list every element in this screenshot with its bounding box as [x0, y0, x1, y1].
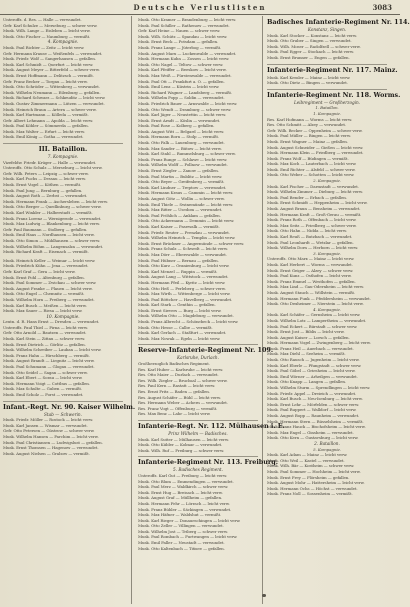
casualty-entry: Musk. Otto Zeller — Villingen — verwundet. — [138, 523, 224, 529]
casualty-entry: Musk. Paul Böttcher — Havelberg — verwundet. — [138, 296, 233, 302]
list-block — [267, 75, 387, 86]
casualty-entry: Musk. Hermann Voigt — Cottbus — gefallen. — [3, 380, 90, 386]
casualty-entry: Musk. Otto Blum — Emmendingen — verwundet. — [138, 478, 234, 484]
casualty-entry: Musk. Hermann Frank — Aschersleben — leicht verw. — [3, 198, 108, 204]
casualty-entry: Musk. Paul Sommer — Zwickau — schwer verw. — [3, 280, 97, 286]
casualty-entry: Musk. Otto Kurz — Oranienburg — leicht verw. — [138, 263, 230, 269]
casualty-entry: Musk. Wilhelm Sturm — Sprendlingen — leicht verw. — [267, 385, 371, 391]
casualty-entry: Musk. Otto Simon — Mühlhausen — schwer verw. — [3, 237, 101, 243]
casualty-entry: Musk. Max Walter — Erfurt — leicht verw. — [3, 128, 85, 134]
casualty-entry: Musk. Wilhelm Popp — Soldin — verwundet. — [138, 95, 225, 101]
casualty-entry: Musk. Karl Stahl — Rummelsburg — schwer verw. — [138, 151, 236, 157]
casualty-entry: Musk. Friedr. Reuter — Prenzlau — verwundet. — [138, 229, 230, 235]
casualty-entry: Musk. Hermann Kraft — Groß-Gerau — vermißt. — [267, 211, 362, 217]
casualty-entry: Musk. Otto Dexheimer — Nierstein — leicht verw. — [267, 301, 364, 307]
list-block — [267, 33, 387, 61]
casualty-entry: Musk. Wilhelm Dorn — Herborn — leicht verw. — [267, 245, 359, 251]
casualty-entry: Musk. Hermann Born — Stolp — vermißt. — [138, 134, 220, 140]
casualty-entry: Musk. Otto Kern — Gustavsburg — leicht verw. — [267, 435, 359, 441]
casualty-entry: Gefr. Wilh. Peters — Leipzig — schwer verw. — [3, 170, 89, 176]
casualty-entry: Musk. Wilhelm Jost — Triberg — schwer verw. — [138, 528, 228, 534]
casualty-entry: Musk. August Stauch — Wöllstein — vermißt. — [267, 289, 356, 295]
casualty-entry: Musk. Ernst Ziegler — Zanow — gefallen. — [138, 168, 219, 174]
casualty-entry: Musk. Karl Lindner — Treptow — verwundet. — [138, 184, 227, 190]
casualty-entry: Gefr. Hermann Krause — Weißenfels — verwundet. — [3, 50, 103, 56]
section-heading: Infant.-Regt. Nr. 90. Kaiser Wilhelm. — [3, 402, 136, 411]
casualty-entry: Musk. Wilh. Moser — Radolfzell — schwer verw. — [267, 43, 361, 49]
casualty-entry: Musk. Franz Wolf — Büdingen — vermißt. — [267, 155, 349, 161]
subheading: 5. Kompagnie. — [313, 446, 341, 452]
casualty-entry: Musk. Ernst Schmidt — Heppenheim — leicht verw. — [267, 200, 368, 206]
casualty-entry: Musk. Paul Leonhardt — Wetzlar — gefallen. — [267, 239, 354, 245]
casualty-entry: Res. Wilh. Ziegler — Bruchsal — schwer verw. — [138, 377, 228, 383]
casualty-entry: Musk. Richard Wagner — Landsberg — vermißt. — [138, 89, 233, 95]
casualty-entry: Musk. Wilhelm Heinrich — Templin — leicht verw. — [138, 235, 236, 241]
casualty-entry: Res. Paul Kern — Rastatt — leicht verw. — [138, 383, 216, 389]
list-block — [138, 473, 258, 551]
casualty-entry: Musk. Wilh. Ruf — Freiburg — schwer verw. — [138, 447, 225, 453]
casualty-entry: Musk. Friedrich Kühn — Jena — verwundet. — [3, 263, 89, 269]
casualty-entry: Vizefeldw. Friedr. Krüger — Halle — verwundet. — [3, 159, 97, 165]
casualty-entry: Musk. Karl Kaiser — Pasewalk — vermißt. — [138, 223, 220, 229]
casualty-entry: Musk. Paul Ott — Frankfurt a. O. — gefallen. — [138, 78, 225, 84]
casualty-entry: Musk. Hermann Fehr — Lörrach — leicht verw. — [138, 500, 230, 506]
casualty-entry: Musk. August Witt — Belgard — leicht verw. — [138, 128, 225, 134]
section-heading: Infanterie-Regt. Nr. 112. Mülhausen i. E. — [138, 421, 285, 430]
casualty-entry: Musk. Paul Eckert — Bürstadt — schwer verw. — [267, 323, 358, 329]
casualty-entry: Musk. Karl Ebert — Sorau — leicht verw. — [3, 375, 83, 381]
casualty-entry: Musk. Karl Stocker — Konstanz — leicht verw. — [267, 32, 357, 38]
casualty-entry: Musk. Max Koch — Lauterbach — leicht verw. — [267, 161, 357, 167]
casualty-entry: Musk. August Lang — Wittstock — verwundet. — [138, 274, 229, 280]
casualty-entry: Musk. Paul Schiller — Rathenow — verwundet. — [138, 22, 230, 28]
casualty-entry: Res. Franz Vogt — Offenburg — vermißt. — [138, 405, 218, 411]
list-block — [3, 319, 123, 397]
casualty-entry: Musk. August Nielsen — Grabow — vermißt. — [3, 450, 90, 456]
casualty-entry: Musk. Wilhelm Schreiber — Lauban — leicht verw. — [3, 347, 102, 353]
casualty-entry: Musk. Franz Hauck — Bischofsheim — leicht verw. — [267, 424, 366, 430]
page-header — [0, 2, 400, 15]
casualty-entry: Musk. Paul Göbel — Griesheim — leicht verw. — [267, 368, 356, 374]
casualty-entry: Musk. Ernst Pohl — Altenburg — gefallen. — [3, 274, 85, 280]
casualty-entry: Musk. Wilhelm Wolff — Pollnow — verwundet. — [138, 162, 228, 168]
casualty-entry: Musk. Karl Fuchs — Dessau — leicht verw. — [3, 176, 86, 182]
casualty-entry: Res. Otto Schmitt — Alzey — verwundet. — [267, 122, 347, 128]
column-divider — [131, 16, 132, 604]
casualty-entry: Musk. Ernst Brückner — Angermünde — schwer verw. — [138, 240, 245, 246]
casualty-entry: Unteroffz. Otto Marx — Mainz — leicht verw. — [267, 256, 355, 262]
subheading: Leibregiment — Großherzogin. — [293, 99, 361, 105]
casualty-entry: Musk. Emil König — Gotha — verwundet. — [3, 134, 84, 140]
casualty-entry: Musk. Max Diehl — Seeheim — vermißt. — [267, 351, 346, 357]
casualty-entry: Unteroffz. d. Res. — Halle — verwundet. — [3, 17, 82, 22]
casualty-entry: Musk. Paul Hübner — Bernau — gefallen. — [138, 257, 219, 263]
casualty-entry: Res. Hermann Weber — Achern — verwundet. — [138, 400, 228, 406]
casualty-entry: Res. Ernst Fritz — Baden — gefallen. — [138, 389, 210, 394]
casualty-entry: Musk. Ernst Vogel — Köthen — vermißt. — [3, 182, 82, 188]
casualty-entry: Musk. Paul Müller — Bingen — leicht verw. — [267, 133, 351, 139]
casualty-entry: Musk. Otto Knapp — Langen — gefallen. — [267, 379, 347, 385]
subheading: 7. Kompagnie. — [47, 154, 79, 160]
column-3 — [267, 17, 410, 602]
list-block — [138, 361, 258, 417]
casualty-entry: Musk. Wilhelm Hansen — Parchim — leicht verw. — [3, 433, 99, 439]
casualty-entry: Musk. Otto Heß — Perleberg — schwer verw. — [138, 285, 226, 291]
casualty-entry: Gefr. Karl Schulze — Merseburg — schwer verw. — [3, 22, 98, 28]
subheading: Stab — Schwerin. — [44, 411, 82, 417]
casualty-entry: Musk. Otto Hahn — Nidda — leicht verw. — [267, 228, 347, 234]
casualty-entry: Musk. August Mohr — Hattersheim — leicht verw. — [267, 480, 365, 486]
casualty-entry: Musk. Karl Kessler — Mainz — leicht verw. — [267, 74, 351, 80]
section-heading: Reserve-Infanterie-Regiment Nr. 109. — [138, 346, 274, 355]
casualty-entry: Musk. Otto Kramer — Brandenburg — leicht verw. — [138, 17, 237, 22]
casualty-entry: Musk. Paul Bender — Erbach — gefallen. — [267, 194, 347, 200]
casualty-entry: Musk. Franz Bühler — Säckingen — verwundet. — [138, 506, 232, 512]
casualty-entry: Musk. Franz Emmel — Westhofen — gefallen. — [267, 278, 356, 284]
casualty-entry: Musk. Ernst Arndt — Köslin — verwundet. — [138, 117, 221, 123]
casualty-entry: Musk. Paul Merz — Waldkirch — schwer verw. — [138, 484, 229, 490]
casualty-entry: Musk. Karl Gerlach — Staßfurt — verwundet. — [138, 330, 227, 336]
casualty-entry: Musk. Wilh. Lange — Eisleben — leicht verw. — [3, 28, 91, 34]
casualty-entry: Musk. Emil Richter — Alsfeld — schwer verw. — [267, 166, 356, 172]
casualty-entry: Musk. Karl Stein — Zittau — schwer verw. — [3, 336, 86, 342]
casualty-entry: Musk. Friedr. Wolf — Sangerhausen — gefallen. — [3, 56, 96, 62]
casualty-entry: Musk. Karl Adam — Mainz — leicht verw. — [267, 452, 348, 458]
casualty-entry: Gefr. Otto Arnold — Bautzen — verwundet. — [3, 330, 87, 336]
casualty-entry: Musk. Franz Runge — Schlawe — leicht verw. — [138, 156, 228, 162]
casualty-entry: Musk. Paul Köhler — Sömmerda — gefallen. — [3, 123, 89, 129]
section-heading: Infanterie-Regiment Nr. 113. Freiburg. — [138, 458, 278, 467]
casualty-entry: Musk. Karl Winkler — Halberstadt — vermißt. — [3, 210, 93, 215]
casualty-entry: Musk. Max Sauer — Riesa — leicht verw. — [3, 308, 83, 314]
casualty-entry: Musk. Emil Lenz — Küstrin — leicht verw. — [138, 84, 220, 90]
casualty-entry: Musk. Paul Schumann — Glogau — verwundet. — [3, 364, 95, 370]
casualty-entry: Musk. Karl Pfeiffer — Beeskow — leicht verw. — [138, 67, 227, 73]
subheading: 2. Kompagnie. — [313, 178, 341, 184]
casualty-entry: Musk. Friedr. Möller — Rostock — leicht verw. — [3, 417, 94, 423]
section-heading: Badisches Infanterie-Regiment Nr. 114. — [267, 18, 410, 26]
casualty-entry: Musk. Max Dörr — Eberswalde — verwundet. — [138, 251, 227, 257]
casualty-entry: Musk. Otto Schröder — Wittenberg — verwundet. — [3, 84, 100, 90]
subheading: 5. Badisches Regiment. — [173, 467, 223, 473]
casualty-entry: Musk. August Franke — Plauen — leicht verw. — [3, 285, 93, 291]
casualty-entry: Musk. Franz Lorenz — Wernigerode — verwundet. — [3, 215, 102, 221]
casualty-entry: Musk. Ernst Hug — Breisach — leicht verw. — [138, 489, 223, 495]
casualty-entry: Gefr. Albert Lehmann — Apolda — leicht verw. — [3, 117, 94, 123]
casualty-entry: Musk. Paul Kunz — Osthofen — leicht verw. — [267, 273, 352, 279]
casualty-entry: Musk. Paul Rose — Kolberg — gefallen. — [138, 123, 215, 129]
casualty-entry: Musk. Karl Stark — Genthin — gefallen. — [138, 302, 216, 308]
casualty-entry: Musk. Otto Wendt — Dramburg — schwer verw. — [138, 106, 232, 112]
subheading: 4. Kompagnie. — [47, 39, 79, 45]
casualty-entry: Gefr. Otto Petersen — Güstrow — schwer verw. — [3, 428, 95, 434]
casualty-entry: Gefr. Karl Graf — Gera — leicht verw. — [3, 268, 76, 274]
casualty-entry: Musk. Otto Seidel — Sagan — schwer verw. — [3, 369, 88, 375]
casualty-entry: Musk. Max Seitz — Friedberg — schwer verw. — [267, 222, 357, 228]
casualty-entry: Großherzoglich Badisches Regiment. — [138, 361, 210, 367]
list-block — [267, 105, 387, 441]
casualty-entry: Musk. Max Häfner — Waldshut — vermißt. — [138, 512, 222, 518]
casualty-entry: Musk. August Brandt — Liegnitz — leicht verw. — [3, 358, 95, 364]
casualty-entry: Leutn. d. R. Hans Ernst — Dresden — verwundet. — [3, 319, 100, 325]
casualty-entry: Musk. August Schneider — Gießen — leicht verw. — [267, 144, 364, 150]
casualty-entry: Musk. Karl Reuß — Butzbach — verwundet. — [267, 234, 353, 239]
casualty-entry: Gefr. Karl Heine — Nauen — schwer verw. — [138, 28, 221, 34]
casualty-entry: Musk. Otto Kaltenbach — Titisee — gefallen. — [138, 545, 225, 551]
casualty-entry: Musk. Ernst Frey — Flörsheim — gefallen. — [267, 474, 350, 480]
casualty-entry: Musk. Richard Kraft — Eisenach — vermißt. — [3, 249, 89, 255]
page-number: 3083 — [372, 3, 392, 12]
casualty-entry: Res. August Schäfer — Bühl — leicht verw. — [138, 394, 221, 400]
casualty-entry: Musk. Otto Gruber — Singen — verwundet. — [267, 38, 352, 44]
casualty-entry: Musk. Otto Berger — Quedlinburg — schwer verw. — [3, 204, 102, 210]
subheading: 3. Kompagnie. — [313, 250, 341, 256]
casualty-entry: Musk. Ernst Wagner — Mainz — gefallen. — [267, 138, 348, 144]
subheading: 1. Kompagnie. — [313, 110, 341, 116]
casualty-entry: Musk. Heinrich Keller — Weimar — leicht verw. — [3, 257, 96, 263]
casualty-entry: Musk. Ernst Sievers — Burg — leicht verw. — [138, 307, 222, 313]
casualty-entry: Musk. Paul Richter — Zeitz — leicht verw. — [3, 44, 85, 50]
section-heading: Infanterie-Regiment Nr. 117. Mainz. — [267, 65, 398, 74]
casualty-entry: Musk. Wilh. Bär — Kostheim — schwer verw. — [267, 463, 355, 469]
casualty-entry: Musk. Hermann Kuhn — Zossen — leicht verw. — [138, 56, 230, 62]
casualty-entry: Musk. Otto Engel — Chemnitz — vermißt. — [3, 291, 85, 297]
casualty-entry: Musk. Karl Fischer — Darmstadt — verwundet. — [267, 183, 359, 189]
casualty-entry: Musk. Wilhelm Neumann — Eilenburg — gefallen. — [3, 89, 101, 95]
casualty-entry: Musk. Wilhelm Lotz — Lampertheim — verwundet. — [267, 317, 367, 323]
casualty-entry: Musk. Paul Jung — Bernburg — gefallen. — [3, 187, 83, 193]
casualty-entry: Res. Karl Hofmann — Worms — leicht verw. — [267, 116, 352, 122]
casualty-entry: Musk. Friedr. Appel — Dreieich — verwundet. — [267, 390, 357, 396]
casualty-entry: Musk. Hermann Kraus — Cammin — leicht verw. — [138, 190, 234, 196]
casualty-entry: Musk. Otto Falk — Lauenburg — verwundet. — [138, 140, 225, 146]
casualty-entry: Unteroffz. Otto Schulz — Merseburg — leicht verw. — [3, 165, 103, 171]
casualty-entry: Musk. Karl Schäfer — Gernsheim — leicht verw. — [267, 312, 361, 318]
casualty-entry: Gefr. Paul Baumann — Stolberg — gefallen. — [3, 226, 88, 232]
casualty-entry: Musk. Karl Menzel — Ruppin — vermißt. — [138, 268, 218, 274]
casualty-entry: Musk. Paul Sommer — Hochheim — leicht verw. — [267, 468, 361, 474]
page-title: Deutsche Verlustlisten — [133, 3, 267, 12]
subheading: Prinz Wilhelm — Badisches. — [168, 430, 228, 436]
casualty-entry: Musk. Emil Haas — Nordhausen — leicht verw. — [3, 232, 95, 238]
casualty-entry: Musk. Karl Jansen — Wismar — verwundet. — [3, 422, 88, 428]
casualty-entry: Musk. Franz Heil — Auerbach — verwundet. — [267, 345, 354, 351]
casualty-entry: Musk. Ernst Lehr — Mörfelden — schwer verw. — [267, 401, 359, 407]
list-block — [267, 447, 387, 497]
casualty-entry: Musk. Otto Nagel — Teltow — schwer verw. — [138, 61, 224, 67]
list-block — [3, 160, 123, 255]
casualty-entry: Musk. Ernst Jost — Biblis — leicht verw. — [267, 329, 345, 335]
casualty-entry: Musk. Gustav Zimmermann — Lützen — verwundet. — [3, 100, 105, 106]
casualty-entry: Musk. Max Schulte — Guben — vermißt. — [3, 386, 83, 392]
casualty-entry: Musk. Wilhelm Horn — Freiberg — verwundet. — [3, 296, 95, 302]
casualty-entry: Musk. Franz Schulz — Schwedt — leicht verw. — [138, 246, 228, 252]
casualty-entry: Musk. Max Ludwig — Blankenburg — leicht verw. — [3, 221, 100, 227]
casualty-entry: Musk. Heinrich Braun — Artern — schwer verw. — [3, 106, 97, 112]
casualty-entry: Musk. Max Sander — Bütow — leicht verw. — [138, 145, 222, 151]
casualty-entry: Musk. Karl Sutter — Mülhausen — leicht verw. — [138, 436, 229, 442]
casualty-entry: Musk. Wilhelm Otto — Magdeburg — verwundet. — [138, 313, 234, 319]
subheading: 10. Kompagnie. — [46, 313, 80, 319]
casualty-entry: Musk. Karl Eberle — Pfungstadt — schwer verw. — [267, 362, 362, 368]
casualty-entry: Musk. Ernst Beck — Potsdam — gefallen. — [138, 39, 219, 45]
casualty-entry: Musk. Ernst Thomsen — Hagenow — verwundet. — [3, 445, 99, 451]
column-2 — [138, 17, 285, 602]
casualty-entry: Musk. Otto Rausch — Jugenheim — leicht verw. — [267, 357, 360, 363]
column-divider — [262, 16, 263, 604]
casualty-entry: Unteroffz. Karl Gut — Freiburg — leicht verw. — [138, 472, 227, 478]
casualty-entry: Unteroffz. Paul Thiel — Pirna — leicht verw. — [3, 324, 88, 330]
casualty-entry: Musk. Otto Ackermann — Demmin — leicht verw. — [138, 218, 235, 224]
ink-blot — [262, 594, 266, 597]
casualty-entry: Musk. August Graf — Müllheim — gefallen. — [138, 495, 223, 501]
subheading: 4. Kompagnie. — [313, 306, 341, 312]
casualty-entry: Musk. Ernst Brunner — Engen — gefallen. — [267, 54, 350, 60]
casualty-entry: Musk. August Roth — Zerbst — verwundet. — [3, 193, 88, 199]
casualty-entry: Musk. Friedrich Bauer — Arnswalde — leicht verw. — [138, 100, 238, 106]
casualty-entry: Musk. Max Nowak — Egeln — leicht verw. — [138, 335, 221, 341]
list-block — [3, 258, 123, 314]
section-heading: Infanterie-Regiment Nr. 118. Worms. — [267, 90, 401, 99]
subheading: 2. Bataillon. — [314, 440, 340, 446]
casualty-entry: Musk. August Kaiser — Lorsch — gefallen. — [267, 334, 350, 340]
casualty-entry: Musk. Ernst Geiger — Alzey — schwer verw. — [267, 267, 354, 273]
list-block — [3, 45, 123, 140]
list-block — [3, 417, 123, 456]
column-1 — [3, 17, 136, 602]
section-heading: III. Bataillon. — [3, 143, 123, 154]
casualty-entry: Musk. Hermann Funk — Pfeddersheim — verwundet. — [267, 295, 371, 301]
casualty-entry: Res. Otto Maier — Durlach — verwundet. — [138, 372, 219, 378]
casualty-entry: Musk. Paul Christiansen — Ludwigslust — gefallen. — [3, 439, 103, 445]
casualty-entry: Musk. August Meyer — Bitterfeld — schwer verw. — [3, 67, 100, 73]
subheading: 1. Bataillon. — [315, 105, 339, 111]
casualty-entry: Musk. Otto Weil — Kastel — verwundet. — [267, 457, 345, 463]
casualty-entry: Res. Karl Huber — Karlsruhe — leicht verw. — [138, 366, 224, 372]
list-block — [138, 17, 258, 341]
casualty-entry: Musk. Ernst Hoffmann — Delitzsch — vermißt. — [3, 72, 94, 78]
casualty-entry: Musk. Hermann Ochs — Höchst — verwundet. — [267, 485, 358, 491]
casualty-entry: Musk. August Bopp — Raunheim — verwundet. — [267, 413, 360, 418]
casualty-entry: Musk. August Braun — Bensheim — verwundet. — [267, 206, 361, 212]
casualty-entry: Musk. Paul Rombach — Furtwangen — leicht verw. — [138, 534, 238, 540]
casualty-entry: Musk. Emil Scholz — Forst — verwundet. — [3, 392, 84, 397]
casualty-entry: Musk. Richard Schwarz — Schkeuditz — leicht verw. — [3, 95, 106, 101]
subheading: Konstanz, Singen. — [307, 27, 347, 32]
casualty-entry: Musk. Otto Kübler — Kolmar — verwundet. — [138, 442, 223, 448]
casualty-entry: Musk. Karl Busch — Neu-Isenburg — leicht verw. — [267, 396, 363, 402]
casualty-entry: Musk. Paul Martin — Bublitz — leicht verw. — [138, 173, 223, 179]
casualty-entry: Musk. Max Wirth — Wittenberge — leicht verw. — [138, 291, 231, 297]
casualty-entry: Musk. Emil Thiele — Swinemünde — leicht verw. — [138, 201, 233, 207]
casualty-entry: Musk. Hermann Klein — Friedberg — verwundet. — [267, 150, 364, 156]
casualty-entry: Musk. Karl Rieger — Donaueschingen — leicht verw. — [138, 517, 241, 523]
casualty-entry: Musk. August Marx — Luckenwalde — verwundet. — [138, 50, 237, 56]
casualty-entry: Musk. August Götz — Wollin — schwer verw. — [138, 196, 225, 201]
casualty-entry: Musk. Otto Weber — Schotten — leicht verw. — [267, 172, 355, 178]
casualty-entry: Musk. Otto Beyer — Greifenberg — vermißt. — [138, 179, 225, 185]
casualty-entry: Musk. Ernst Dietrich — Görlitz — gefallen. — [3, 341, 86, 347]
casualty-entry: Musk. Karl Schmidt — Querfurt — leicht verw. — [3, 61, 94, 67]
casualty-entry: Musk. Paul Egger — Stockach — leicht verw. — [267, 49, 354, 55]
casualty-entry: Musk. Paul Fröhlich — Anklam — gefallen. — [138, 212, 221, 218]
casualty-entry: Musk. Paul Ruppert — Walldorf — leicht verw. — [267, 407, 357, 413]
casualty-entry: Musk. Max Ritter — Usedom — verwundet. — [138, 207, 223, 213]
casualty-entry: Musk. Wilhelm Zimmer — Dieburg — leicht verw. — [267, 189, 363, 195]
casualty-entry: Musk. Wilhelm Böhm — Langensalza — verwundet. — [3, 243, 104, 249]
casualty-entry: Musk. Hermann Pfeil — Kyritz — leicht verw. — [138, 279, 226, 285]
casualty-entry: Musk. Franz Roth — Offenbach — leicht verw. — [267, 217, 357, 223]
casualty-entry: Musk. Karl Hartmann — Kölleda — vermißt. — [3, 112, 89, 118]
casualty-entry: Musk. Franz Lange — Jüterbog — vermißt. — [138, 44, 222, 50]
casualty-entry: Musk. Otto Dietz — Bingen — verwundet. — [267, 80, 348, 86]
casualty-entry: Musk. Hermann Vogel — Zwingenberg — leicht verw. — [267, 340, 371, 346]
casualty-entry: Musk. Hermann Stern — Rüsselsheim — vermißt. — [267, 418, 364, 424]
casualty-entry: Gefr. Wilh. Becker — Oppenheim — schwer verw. — [267, 127, 363, 133]
casualty-entry: Musk. Franz Hahn — Hirschberg — vermißt. — [3, 352, 90, 358]
casualty-entry: Musk. Karl Herbert — Worms — verwundet. — [267, 261, 353, 267]
casualty-entry: Musk. Otto Hesse — Calbe — vermißt. — [138, 324, 213, 330]
casualty-entry: Musk. Franz Noll — Sossenheim — vermißt. — [267, 491, 353, 497]
casualty-entry: Musk. Max Lind — Gau-Odernheim — leicht verw. — [267, 284, 364, 290]
list-block — [3, 17, 123, 39]
casualty-entry: Musk. Karl Jäger — Neustettin — leicht verw. — [138, 112, 226, 118]
casualty-entry: Musk. Franz Albrecht — Schönebeck — leicht verw. — [138, 319, 239, 325]
casualty-entry: Musk. Emil Faller — Neustadt — verwundet. — [138, 540, 225, 546]
subheading: Karlsruhe, Durlach. — [177, 355, 219, 361]
casualty-entry: Musk. Max Engel — Ginsheim — verwundet. — [267, 429, 354, 435]
casualty-entry: Res. Max Benz — Lahr — leicht verw. — [138, 411, 211, 417]
casualty-entry: Musk. Karl Busch — Meißen — leicht verw. — [3, 302, 87, 308]
list-block — [138, 437, 258, 454]
casualty-entry: Musk. Otto Fischer — Naumburg — vermißt. — [3, 33, 91, 39]
casualty-entry: Musk. Emil Wörner — Arheilgen — verwundet. — [267, 373, 358, 379]
casualty-entry: Gefr. Franz Becker — Torgau — leicht verw. — [3, 78, 88, 84]
casualty-entry: Musk. Max Weiß — Fürstenwalde — verwundet. — [138, 72, 232, 78]
casualty-entry: Musk. Wilh. Schütz — Spandau — leicht verw. — [138, 33, 228, 39]
